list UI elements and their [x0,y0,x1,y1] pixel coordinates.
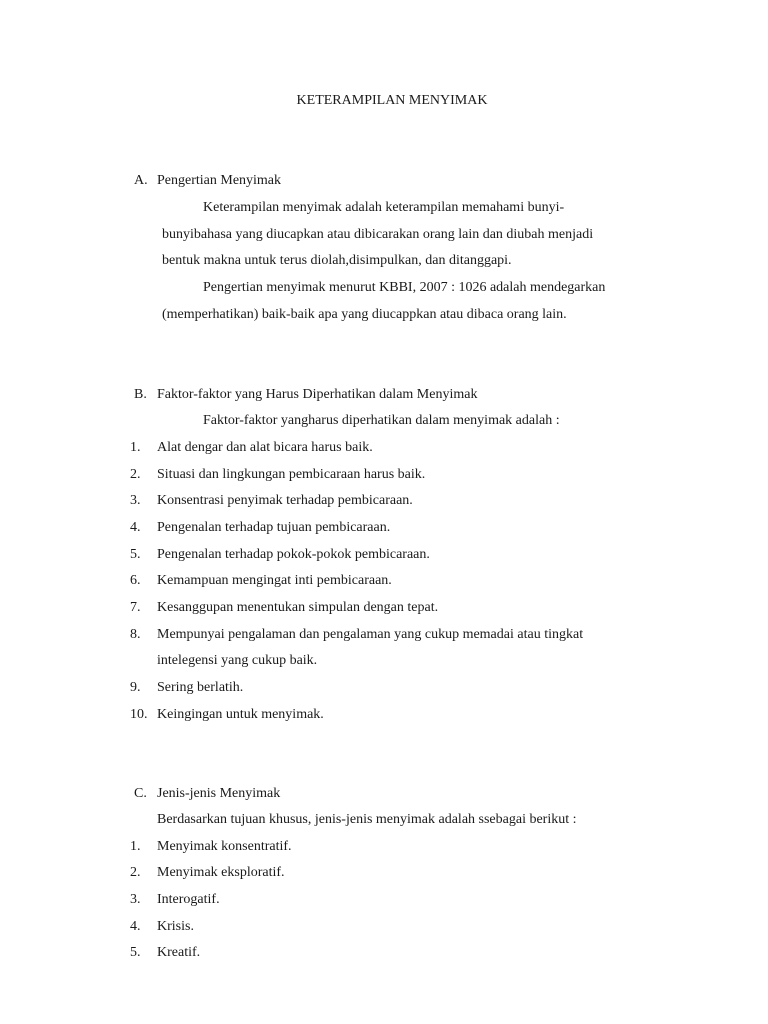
list-item-number: 7. [130,600,141,615]
list-item-number: 4. [130,520,141,535]
list-item-number: 1. [130,440,141,455]
list-item: Kemampuan mengingat inti pembicaraan. [157,573,392,588]
section-a-p1-line1: Keterampilan menyimak adalah keterampilan memahami bunyi- [203,200,565,215]
section-a-p2-line2: (memperhatikan) baik-baik apa yang diucappkan atau dibaca orang lain. [162,307,567,322]
list-item-number: 10. [130,707,148,722]
document-title: KETERAMPILAN MENYIMAK [296,93,488,108]
list-item: Kesanggupan menentukan simpulan dengan tepat. [157,600,439,615]
list-item: Pengenalan terhadap tujuan pembicaraan. [157,520,391,535]
list-item-number: 3. [130,493,141,508]
list-item: Menyimak konsentratif. [157,839,292,854]
list-item: Interogatif. [157,892,220,907]
section-b-intro: Faktor-faktor yangharus diperhatikan dalam menyimak adalah : [203,413,560,428]
list-item: Mempunyai pengalaman dan pengalaman yang cukup memadai atau tingkat [157,627,584,642]
list-item: Kreatif. [157,945,201,960]
list-item: Alat dengar dan alat bicara harus baik. [157,440,373,455]
section-b-marker: B. [134,387,147,402]
list-item-number: 1. [130,839,141,854]
list-item-number: 8. [130,627,141,642]
list-item-number: 9. [130,680,141,695]
list-item: Situasi dan lingkungan pembicaraan harus baik. [157,467,426,482]
section-a-p1-line3: bentuk makna untuk terus diolah,disimpulkan, dan ditanggapi. [162,253,512,268]
list-item-number: 2. [130,865,141,880]
list-item-number: 2. [130,467,141,482]
list-item-number: 4. [130,919,141,934]
list-item: Menyimak eksploratif. [157,865,285,880]
list-item: Keingingan untuk menyimak. [157,707,324,722]
list-item: Pengenalan terhadap pokok-pokok pembicaraan. [157,547,430,562]
section-b-heading: Faktor-faktor yang Harus Diperhatikan dalam Menyimak [157,387,478,402]
list-item: Konsentrasi penyimak terhadap pembicaraan. [157,493,413,508]
section-c-marker: C. [134,786,147,801]
section-c-heading: Jenis-jenis Menyimak [157,786,281,801]
list-item-number: 6. [130,573,141,588]
list-item: Krisis. [157,919,194,934]
list-item-number: 5. [130,945,141,960]
list-item: Sering berlatih. [157,680,244,695]
section-a-heading: Pengertian Menyimak [157,173,282,188]
section-a-marker: A. [134,173,148,188]
list-item-number: 5. [130,547,141,562]
section-c-intro: Berdasarkan tujuan khusus, jenis-jenis menyimak adalah ssebagai berikut : [157,812,577,827]
section-a-p1-line2: bunyibahasa yang diucapkan atau dibicarakan orang lain dan diubah menjadi [162,227,594,242]
list-item-number: 3. [130,892,141,907]
section-a-p2-line1: Pengertian menyimak menurut KBBI, 2007 : 1026 adalah mendegarkan [203,280,606,295]
list-item-continuation: intelegensi yang cukup baik. [157,653,318,668]
